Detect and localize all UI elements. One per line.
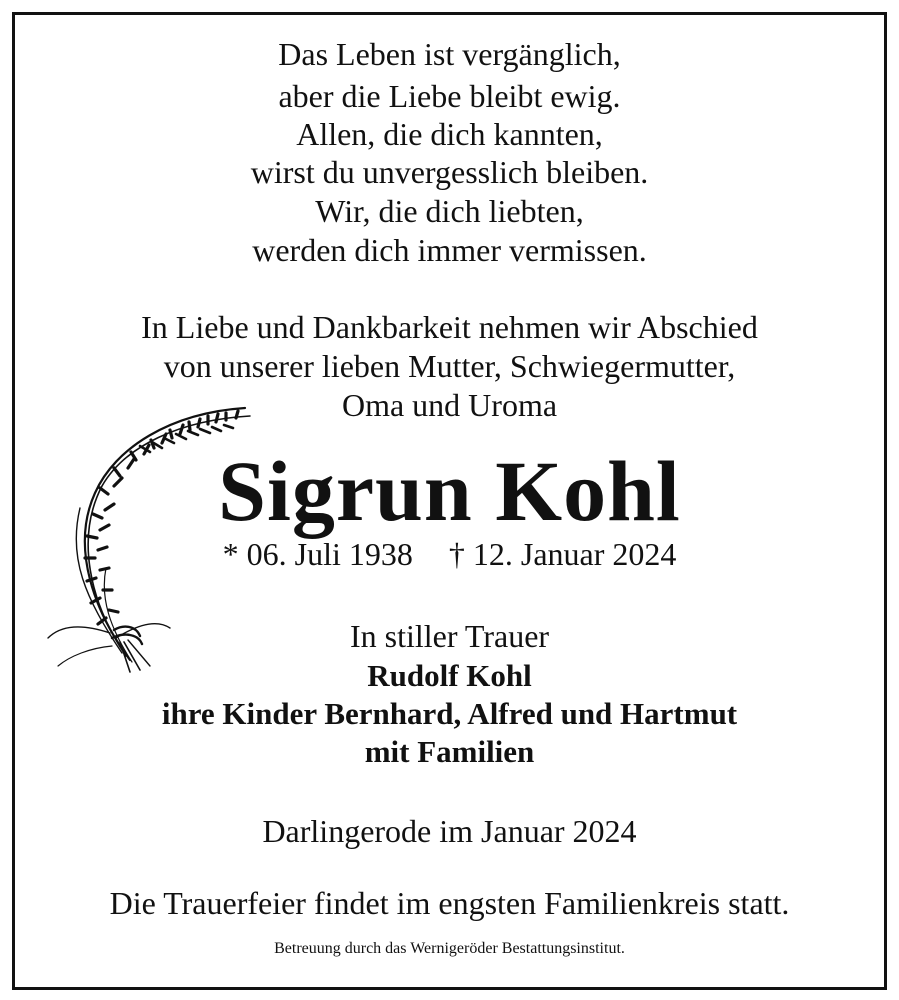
mourner-line-3: mit Familien: [364, 734, 535, 769]
life-dates: [0, 538, 899, 570]
poem-line-1: Das Leben ist vergänglich,: [278, 36, 621, 72]
mourners-intro: In stiller Trauer: [349, 618, 550, 654]
intro-line-1: In Liebe und Dankbarkeit nehmen wir Abschied: [141, 309, 758, 345]
funeral-note: Die Trauerfeier findet im engsten Familienkreis statt.: [109, 885, 790, 921]
poem-line-4: wirst du unvergesslich bleiben.: [250, 154, 649, 190]
poem-line-6: werden dich immer vermissen.: [252, 232, 647, 268]
poem-line-3: Allen, die dich kannten,: [296, 116, 603, 152]
death-date: † 12. Januar 2024: [448, 536, 677, 572]
place-date: Darlingerode im Januar 2024: [262, 813, 637, 849]
birth-date: * 06. Juli 1938: [222, 536, 413, 572]
intro-line-2: von unserer lieben Mutter, Schwiegermutter,: [163, 348, 736, 384]
mourner-line-2: ihre Kinder Bernhard, Alfred und Hartmut: [161, 696, 738, 731]
poem-line-5: Wir, die dich liebten,: [315, 193, 584, 229]
poem-line-2: aber die Liebe bleibt ewig.: [278, 78, 621, 114]
funeral-home-credit: Betreuung durch das Wernigeröder Bestattungsinstitut.: [274, 940, 625, 957]
deceased-name: Sigrun Kohl: [218, 443, 681, 539]
intro-line-3: Oma und Uroma: [341, 387, 558, 423]
mourner-line-1: Rudolf Kohl: [367, 658, 532, 693]
